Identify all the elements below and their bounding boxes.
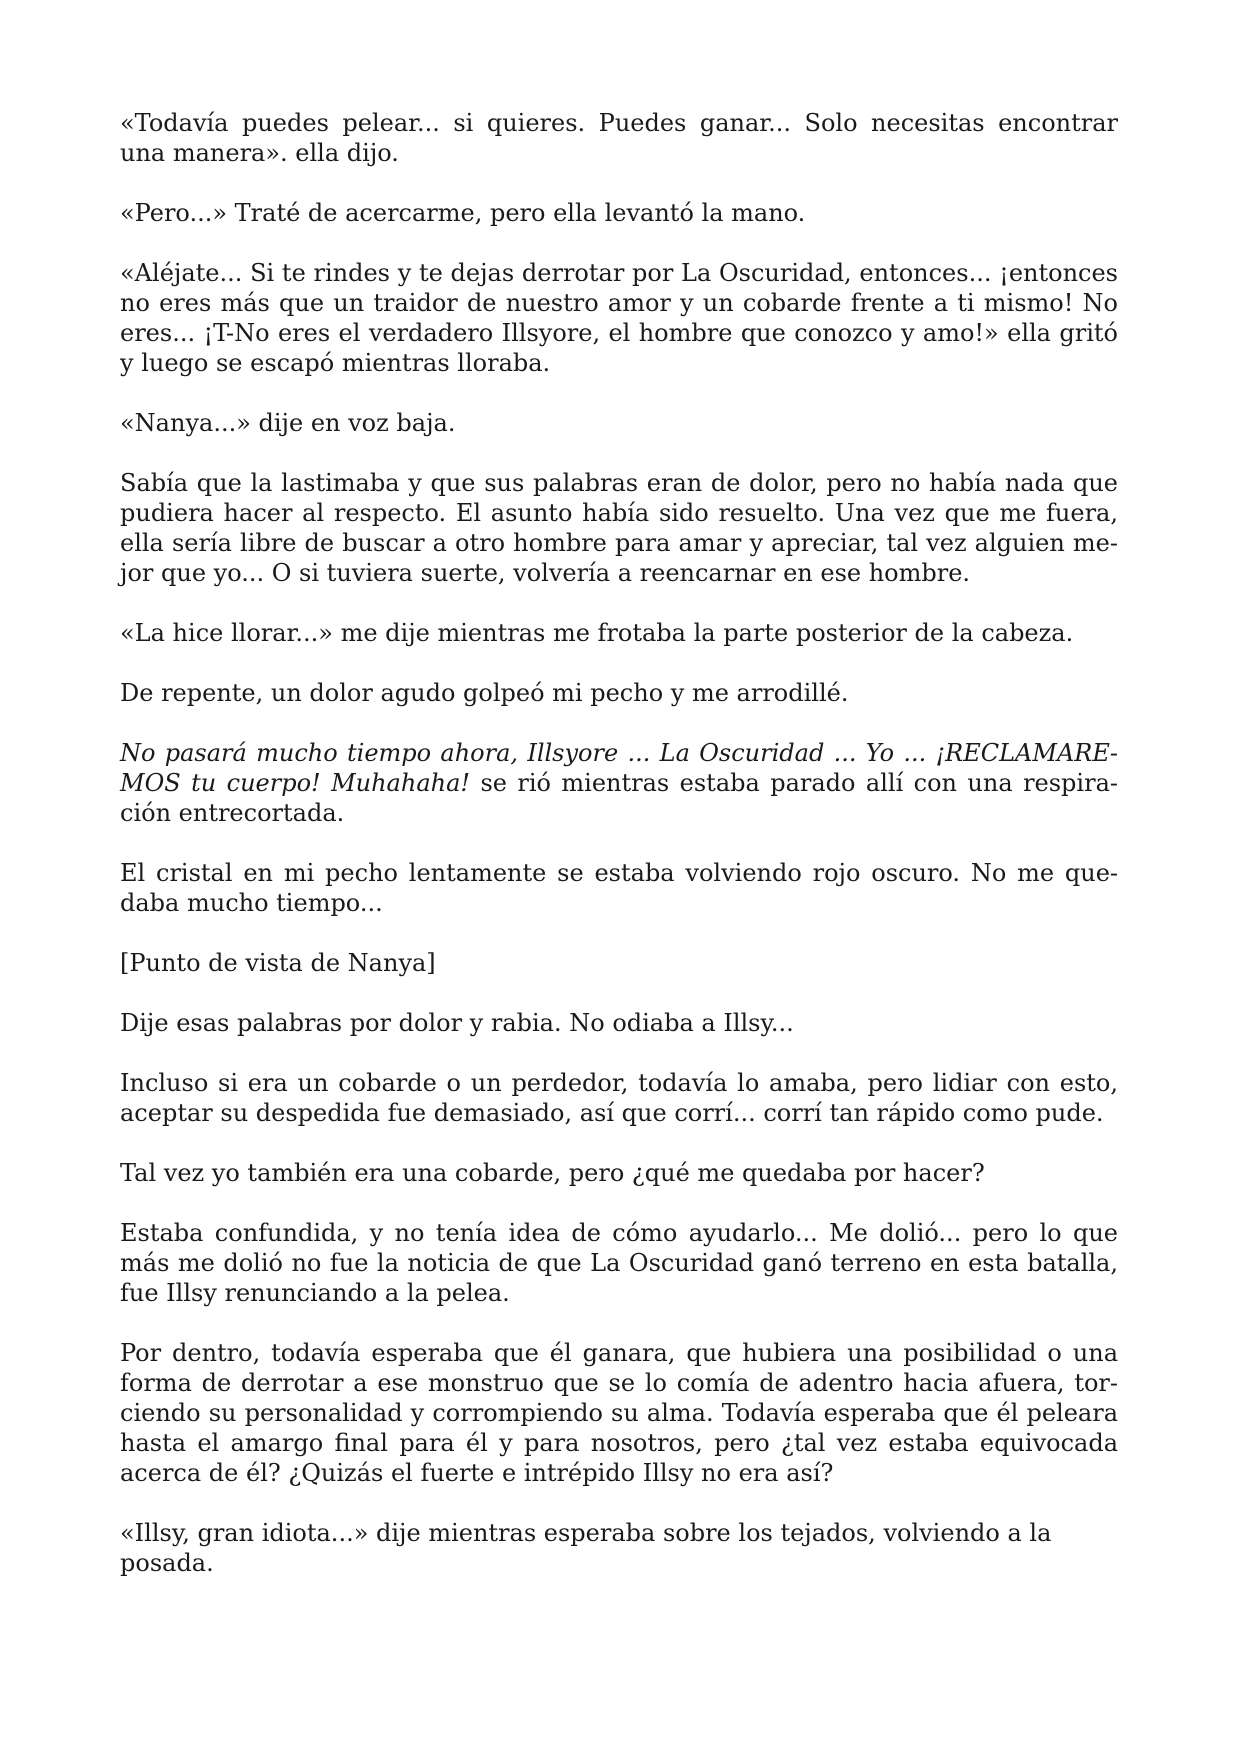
paragraph-1: «Todavía puedes pelear... si quieres. Puedes ganar... Solo necesitas encontrar una manera». ella dijo. <box>120 109 1118 167</box>
paragraph-7: De repente, un dolor agudo golpeó mi pecho y me arrodillé. <box>120 679 849 707</box>
paragraph-10: [Punto de vista de Nanya] <box>120 949 436 977</box>
paragraph-8-rest: se rió mientras estaba parado allí con una respiración entrecortada. <box>120 769 1118 827</box>
paragraph-11: Dije esas palabras por dolor y rabia. No odiaba a Illsy... <box>120 1009 794 1037</box>
paragraph-12: Incluso si era un cobarde o un perdedor, todavía lo amaba, pero lidiar con esto, aceptar su despedida fue demasiado, así que corrí... corrí tan rápido como pude. <box>120 1069 1118 1127</box>
paragraph-8 <box>120 738 1118 828</box>
document-page <box>120 108 1118 1608</box>
paragraph-4: «Nanya...» dije en voz baja. <box>120 409 456 437</box>
paragraph-9: El cristal en mi pecho lentamente se estaba volviendo rojo oscuro. No me quedaba mucho tiempo... <box>120 859 1118 917</box>
paragraph-16: «Illsy, gran idiota...» dije mientras esperaba sobre los tejados, volviendo a la posada. <box>120 1519 1052 1577</box>
paragraph-6: «La hice llorar...» me dije mientras me frotaba la parte posterior de la cabeza. <box>120 619 1074 647</box>
paragraph-2: «Pero...» Traté de acercarme, pero ella levantó la mano. <box>120 199 806 227</box>
paragraph-15: Por dentro, todavía esperaba que él ganara, que hubiera una posibilidad o una forma de derrotar a ese monstruo que se lo comía de adentro hacia afuera, torciendo su personalidad y corrompiendo su alma. Todavía esperaba que él peleara hasta el amargo final para él y para nosotros, pero ¿tal vez estaba equivocada acerca de él? ¿Quizás el fuerte e intrépido Illsy no era así? <box>120 1339 1118 1487</box>
paragraph-3: «Aléjate... Si te rindes y te dejas derrotar por La Oscuridad, entonces... ¡entonces no eres más que un traidor de nuestro amor y un cobarde frente a ti mismo! No eres... ¡T-No eres el verdadero Illsyore, el hombre que conozco y amo!» ella gritó y luego se escapó mientras lloraba. <box>120 259 1118 377</box>
paragraph-5: Sabía que la lastimaba y que sus palabras eran de dolor, pero no había nada que pudiera hacer al respecto. El asunto había sido resuelto. Una vez que me fuera, ella sería libre de buscar a otro hombre para amar y apreciar, tal vez alguien mejor que yo... O si tuviera suerte, volvería a reencarnar en ese hombre. <box>120 469 1118 587</box>
paragraph-14: Estaba confundida, y no tenía idea de cómo ayudarlo... Me dolió... pero lo que más me dolió no fue la noticia de que La Oscuridad ganó terreno en esta batalla, fue Illsy renunciando a la pelea. <box>120 1219 1118 1307</box>
paragraph-13: Tal vez yo también era una cobarde, pero ¿qué me quedaba por hacer? <box>120 1159 985 1187</box>
italic-dark-voice: No pasará mucho tiempo ahora, Illsyore ... La Oscuridad ... Yo ... ¡RECLAMAREMOS tu cuerpo! Muhahaha! <box>120 739 1118 797</box>
